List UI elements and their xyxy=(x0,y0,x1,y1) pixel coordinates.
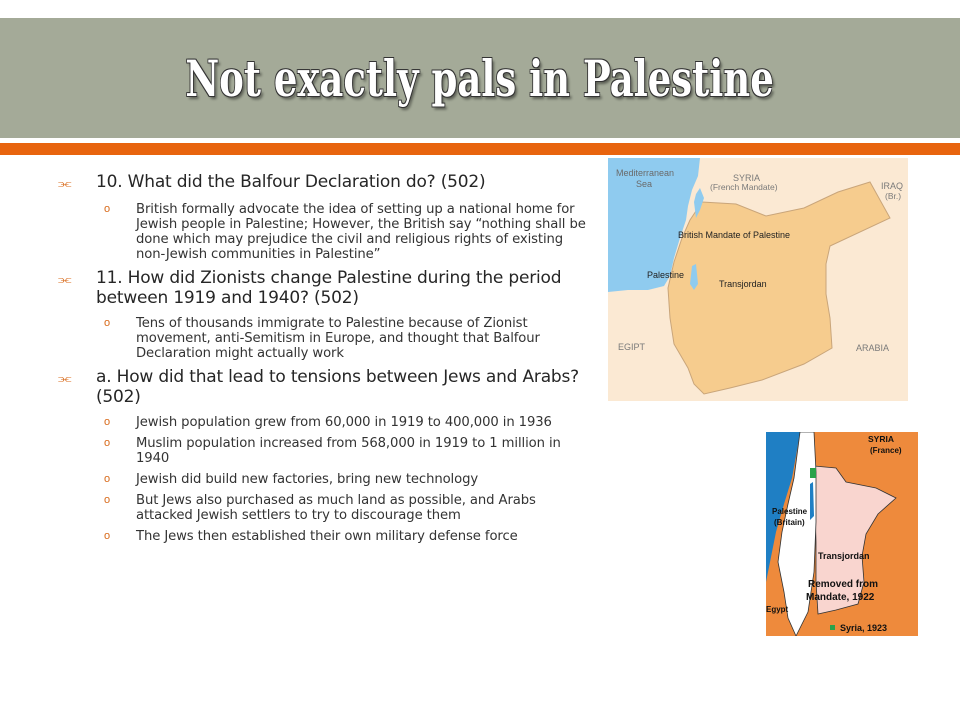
palestine-sub-label: (Britain) xyxy=(774,518,805,527)
circle-bullet-icon: o xyxy=(104,473,111,485)
question-a xyxy=(58,367,594,407)
double-arrow-icon: ⫘ xyxy=(58,175,72,192)
question-text: 11. How did Zionists change Palestine during the period between 1919 and 1940? (502) xyxy=(96,268,562,308)
sea-label-1: Mediterranean xyxy=(616,168,675,178)
circle-bullet-icon: o xyxy=(104,416,111,428)
sea-label-2: Sea xyxy=(636,179,653,189)
question-10 xyxy=(58,172,594,194)
legend-label: Syria, 1923 xyxy=(840,623,888,633)
answer-item xyxy=(104,493,594,523)
circle-bullet-icon: o xyxy=(104,437,111,449)
answer-item xyxy=(104,529,594,544)
transjordan-removed-map xyxy=(766,432,918,636)
answer-item xyxy=(104,316,594,361)
legend-swatch xyxy=(830,625,835,630)
answer-text: Tens of thousands immigrate to Palestine because of Zionist movement, anti-Semitism in Europe, and thought that Balfour Declaration might actually work xyxy=(136,316,540,361)
double-arrow-icon: ⫘ xyxy=(58,271,72,288)
content-body xyxy=(58,172,594,550)
answer-text: But Jews also purchased as much land as possible, and Arabs attacked Jewish settlers to try to discourage them xyxy=(136,493,536,523)
circle-bullet-icon: o xyxy=(104,317,111,329)
palestine-label: Palestine xyxy=(647,270,685,280)
answer-item xyxy=(104,202,594,262)
british-mandate-map xyxy=(608,158,908,401)
question-text: a. How did that lead to tensions between Jews and Arabs? (502) xyxy=(96,367,579,407)
question-11 xyxy=(58,268,594,308)
iraq-sub-label: (Br.) xyxy=(885,191,902,201)
question-text: 10. What did the Balfour Declaration do? (502) xyxy=(96,172,486,192)
syria-label: SYRIA xyxy=(733,173,761,183)
circle-bullet-icon: o xyxy=(104,203,111,215)
answer-text: The Jews then established their own military defense force xyxy=(136,529,518,544)
answer-text: Muslim population increased from 568,000 in 1919 to 1 million in 1940 xyxy=(136,436,561,466)
answer-item xyxy=(104,472,594,487)
circle-bullet-icon: o xyxy=(104,494,111,506)
mandate-label: British Mandate of Palestine xyxy=(678,230,791,240)
syria-sub-label: (France) xyxy=(870,446,902,455)
circle-bullet-icon: o xyxy=(104,530,111,542)
syria-1923-area xyxy=(810,468,816,478)
syria-label: SYRIA xyxy=(868,434,894,444)
slide-title-text: Not exactly pals in Palestine xyxy=(185,48,775,108)
palestine-label: Palestine xyxy=(772,507,808,516)
double-arrow-icon: ⫘ xyxy=(58,370,72,387)
answer-text: British formally advocate the idea of setting up a national home for Jewish people in Palestine; However, the British say “nothing shall be done which may prejudice the civil and religious rights of existing non-Jewish communities in Palestine” xyxy=(136,202,586,262)
transjordan-label: Transjordan xyxy=(719,279,767,289)
slide-title xyxy=(0,18,960,138)
arabia-label: ARABIA xyxy=(856,343,890,353)
accent-rule xyxy=(0,143,960,155)
removed-label-1: Removed from xyxy=(808,579,879,590)
egypt-label: EGIPT xyxy=(618,342,646,352)
removed-label-2: Mandate, 1922 xyxy=(806,592,875,603)
answer-text: Jewish did build new factories, bring new technology xyxy=(136,472,479,487)
iraq-label: IRAQ xyxy=(881,181,904,191)
syria-sub-label: (French Mandate) xyxy=(710,182,778,192)
answer-item xyxy=(104,436,594,466)
egypt-label: Egypt xyxy=(766,605,789,614)
transjordan-label: Transjordan xyxy=(818,551,870,561)
answer-item xyxy=(104,415,594,430)
answer-text: Jewish population grew from 60,000 in 1919 to 400,000 in 1936 xyxy=(136,415,552,430)
